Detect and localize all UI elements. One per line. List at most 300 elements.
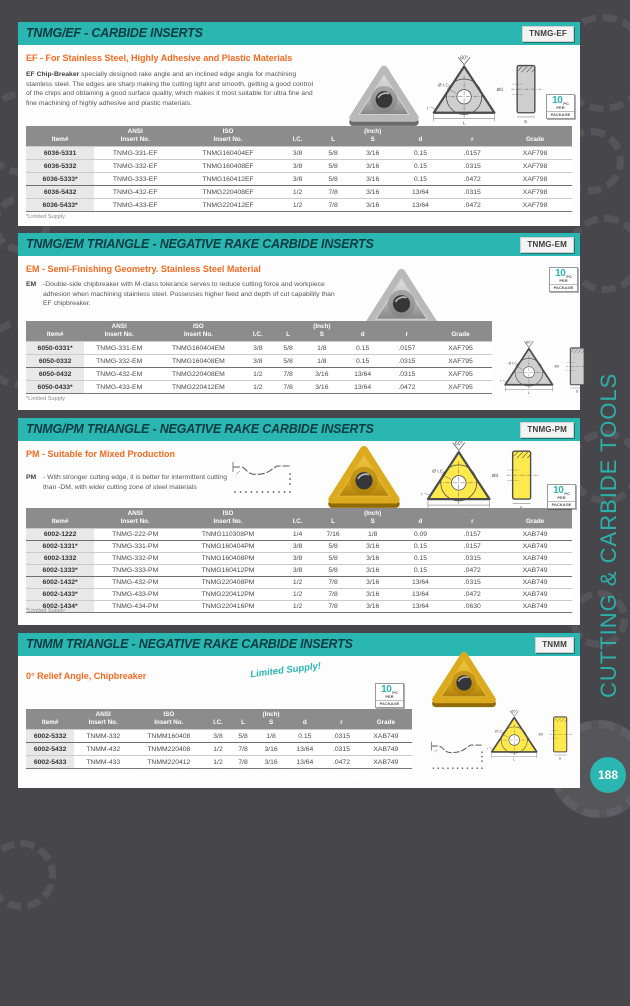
- table-cell: 13/64: [354, 370, 372, 378]
- table-cell: 0.15: [413, 162, 428, 170]
- insert-table: [26, 709, 412, 769]
- item-number: 6050-0433*: [26, 381, 84, 393]
- table-cell: 0.09: [413, 531, 428, 538]
- page-number-badge: 188: [590, 757, 626, 793]
- column-header: ISO Insert No.: [154, 711, 184, 727]
- column-header: ANSI Insert No.: [104, 323, 134, 339]
- svg-text:L: L: [462, 120, 466, 126]
- table-cell: .0315: [463, 188, 481, 196]
- item-number: 6036-5333*: [26, 173, 94, 185]
- table-cell: TNMG220408EM: [171, 370, 225, 378]
- table-cell: 3/16: [366, 188, 380, 196]
- pack-qty: 10: [552, 95, 563, 106]
- item-number: 6050-0332: [26, 355, 84, 367]
- column-header: ISO Insert No.: [213, 128, 243, 144]
- section-subtitle: EF - For Stainless Steel, Highly Adhesive and Plastic Materials: [26, 53, 293, 63]
- table-cell: TNMG-433-EM: [96, 383, 143, 391]
- table-row: [26, 172, 572, 185]
- table-row: [26, 185, 572, 198]
- table-cell: .0472: [463, 591, 481, 598]
- column-header: r: [471, 136, 474, 144]
- item-number: 6002-1432*: [26, 577, 94, 588]
- table-cell: 3/8: [292, 162, 303, 170]
- limited-supply-note: Limited Supply!: [249, 660, 322, 681]
- table-cell: TNMG-331-EF: [112, 149, 158, 157]
- item-number: 6036-5432: [26, 186, 94, 198]
- table-cell: TNMG220412EM: [171, 383, 225, 391]
- column-header: L: [331, 518, 336, 526]
- table-cell: 5/8: [328, 567, 338, 574]
- table-cell: XAF795: [448, 370, 473, 378]
- section-subtitle: 0° Relief Angle, Chipbreaker: [26, 671, 147, 681]
- table-cell: TNMM160408: [147, 732, 191, 740]
- background-gear-icon: [0, 840, 56, 910]
- series-badge: TNMG-EM: [520, 237, 574, 253]
- column-header: ANSI Insert No.: [120, 128, 150, 144]
- table-cell: 3/16: [264, 745, 278, 753]
- table-cell: 3/16: [264, 758, 278, 766]
- table-cell: TNMG-333-PM: [112, 567, 159, 574]
- column-header: ISO Insert No.: [213, 510, 243, 526]
- table-cell: 3/8: [292, 175, 303, 183]
- limited-supply-footnote: *Limited Supply: [26, 214, 65, 220]
- table-cell: 5/8: [328, 175, 338, 183]
- table-cell: 5/8: [328, 543, 338, 550]
- table-cell: TNMM-432: [86, 745, 121, 753]
- pack-package: PACKAGE: [550, 284, 577, 291]
- svg-text:60°: 60°: [511, 709, 518, 714]
- table-cell: 7/8: [328, 201, 338, 209]
- table-header: [26, 321, 492, 341]
- table-cell: TNMG-432-EM: [96, 370, 143, 378]
- table-cell: TNMG-432-PM: [112, 579, 159, 586]
- item-number: 6002-5432: [26, 743, 74, 755]
- pack-per: PER: [559, 278, 568, 283]
- table-cell: TNMG160408PM: [201, 555, 255, 562]
- table-cell: 5/8: [238, 732, 248, 740]
- table-cell: .0315: [398, 357, 416, 365]
- svg-text:Ø I.C.: Ø I.C.: [438, 82, 451, 88]
- table-row: [26, 367, 492, 380]
- svg-text:S: S: [558, 756, 562, 761]
- column-header: (Inch) S: [364, 510, 382, 526]
- table-cell: TNMG220412EF: [202, 201, 254, 209]
- sidebar-section-label: CUTTING & CARBIDE TOOLS: [596, 372, 621, 698]
- table-cell: XAF798: [522, 149, 548, 157]
- table-row: [26, 742, 412, 755]
- description-text: - With stronger cutting edge, it is better for intermittent cutting than -DM, with wider cutting zone of steel materials: [43, 474, 227, 491]
- pack-package: PACKAGE: [376, 700, 403, 707]
- pack-qty: 10: [381, 684, 392, 695]
- item-number: 6036-5433*: [26, 199, 94, 211]
- svg-text:Ød: Ød: [491, 472, 499, 478]
- table-cell: .0472: [463, 567, 481, 574]
- item-number: 6036-5331: [26, 147, 94, 159]
- column-header: Item#: [41, 719, 59, 727]
- table-cell: 3/8: [292, 567, 303, 574]
- table-cell: 7/8: [328, 579, 338, 586]
- pack-quantity-badge: [546, 94, 575, 119]
- table-cell: XAB749: [522, 579, 548, 586]
- column-header: (Inch) S: [364, 128, 382, 144]
- table-cell: 1/2: [292, 591, 303, 598]
- table-cell: XAF798: [522, 188, 548, 196]
- limited-supply-footnote: *Limited Supply: [26, 608, 65, 614]
- table-cell: TNMG-222-PM: [112, 531, 159, 538]
- table-cell: .0315: [332, 745, 350, 753]
- svg-text:Ø I.C.: Ø I.C.: [494, 729, 504, 734]
- svg-text:r: r: [427, 105, 429, 111]
- table-cell: 1/8: [317, 357, 327, 365]
- table-cell: 3/8: [253, 344, 263, 352]
- item-number: 6002-1222: [26, 529, 94, 540]
- table-cell: 0.15: [413, 543, 428, 550]
- column-header: L: [331, 136, 336, 144]
- table-cell: 1/2: [292, 188, 303, 196]
- section-title: TNMG/EM TRIANGLE - NEGATIVE RAKE CARBIDE INSERTS: [26, 237, 374, 251]
- column-header: d: [418, 136, 423, 144]
- table-cell: .0315: [332, 732, 350, 740]
- table-cell: TNMG160404EM: [171, 344, 225, 352]
- column-header: r: [405, 331, 409, 339]
- table-cell: 3/16: [366, 579, 380, 586]
- table-row: [26, 600, 572, 612]
- table-cell: TNMG220408EF: [202, 188, 254, 196]
- table-row: [26, 528, 572, 540]
- table-cell: TNMG220408PM: [201, 579, 255, 586]
- section-description: [26, 473, 233, 492]
- table-cell: .0630: [463, 603, 481, 610]
- column-header: ANSI Insert No.: [120, 510, 150, 526]
- table-cell: 3/16: [366, 591, 380, 598]
- column-header: r: [471, 518, 474, 526]
- column-header: d: [360, 331, 365, 339]
- table-cell: 7/8: [283, 383, 293, 391]
- insert-photo: [338, 56, 430, 128]
- table-cell: 1/4: [292, 531, 303, 538]
- table-cell: TNMG-331-EM: [96, 344, 143, 352]
- table-cell: XAB749: [373, 745, 399, 753]
- table-cell: 0.15: [413, 567, 428, 574]
- pack-per: PER: [557, 495, 566, 500]
- table-cell: TNMG-433-PM: [112, 591, 159, 598]
- table-cell: 3/8: [213, 732, 223, 740]
- section-subtitle: EM - Semi-Finishing Geometry. Stainless Steel Material: [26, 264, 261, 274]
- table-cell: 13/64: [296, 758, 314, 766]
- description-lead: PM: [26, 474, 37, 481]
- table-cell: XAF795: [448, 344, 473, 352]
- insert-table: [26, 321, 492, 394]
- section-tnmg-pm: [18, 418, 580, 625]
- table-cell: 3/16: [315, 370, 329, 378]
- table-cell: 0.15: [413, 149, 428, 157]
- table-cell: .0315: [463, 579, 481, 586]
- section-tnmg-ef: [18, 22, 580, 226]
- table-cell: XAF798: [522, 175, 548, 183]
- table-cell: .0472: [463, 201, 481, 209]
- table-cell: 5/8: [283, 357, 293, 365]
- section-title: TNMM TRIANGLE - NEGATIVE RAKE CARBIDE INSERTS: [26, 637, 353, 651]
- insert-table: [26, 126, 572, 212]
- table-cell: 1/2: [253, 370, 263, 378]
- table-cell: XAB749: [522, 543, 548, 550]
- table-cell: 5/8: [328, 149, 338, 157]
- svg-text:L: L: [513, 757, 516, 762]
- svg-text:Ød: Ød: [538, 732, 543, 737]
- table-header: [26, 508, 572, 528]
- table-cell: .0315: [398, 370, 416, 378]
- table-cell: 3/16: [366, 175, 380, 183]
- table-cell: 1/2: [292, 201, 303, 209]
- table-cell: 3/16: [366, 543, 380, 550]
- column-header: d: [418, 518, 423, 526]
- svg-text:Ød: Ød: [554, 364, 560, 369]
- table-cell: TNMG220412PM: [201, 591, 255, 598]
- column-header: (Inch) S: [262, 711, 280, 727]
- pack-unit: PC: [564, 491, 570, 496]
- table-row: [26, 576, 572, 588]
- column-header: ISO Insert No.: [183, 323, 213, 339]
- svg-text:60°: 60°: [525, 339, 532, 345]
- table-cell: .0157: [463, 149, 481, 157]
- footer-note: Carbide grades and insert classification shown on pages 167-170: [136, 773, 369, 782]
- pack-per: PER: [556, 105, 565, 110]
- svg-text:Ød: Ød: [496, 86, 503, 92]
- table-cell: TNMG220416PM: [201, 603, 255, 610]
- column-header: (Inch) S: [313, 323, 331, 339]
- item-number: 6002-1331*: [26, 541, 94, 552]
- table-cell: TNMM-332: [86, 732, 121, 740]
- description-text: -Double-side chipbreaker with M-class tolerance serves to reduce cutting force and workpiece adhesion when machining stainless steel. Possesses higher feed and depth of cut capability than EF chipbreaker.: [43, 281, 335, 308]
- column-header: Item#: [51, 136, 69, 144]
- column-header: ANSI Insert No.: [88, 711, 118, 727]
- table-cell: 5/8: [328, 555, 338, 562]
- table-cell: TNMG160412EF: [202, 175, 254, 183]
- svg-text:S: S: [575, 389, 579, 394]
- item-number: 6036-5332: [26, 160, 94, 172]
- table-cell: TNMG-333-EF: [112, 175, 158, 183]
- column-header: I.C.: [213, 719, 223, 727]
- table-header: [26, 126, 572, 146]
- table-cell: XAB749: [522, 567, 548, 574]
- table-cell: TNMG110308PM: [201, 531, 255, 538]
- table-row: [26, 588, 572, 600]
- section-tnmg-em: [18, 233, 580, 410]
- table-cell: XAF795: [448, 357, 473, 365]
- description-text: specially designed rake angle and an inclined edge angle for machining stainless steel. The edges are sharp making the cutting light and smooth, getting a good control of the chips and obtaining a good surface quality, which makes it most suitable for ultra fine and fine machining of highly adhesive and plastic materials.: [26, 71, 314, 107]
- table-cell: 1/8: [266, 732, 276, 740]
- insert-photo: [318, 436, 410, 510]
- insert-table: [26, 508, 572, 613]
- table-row: [26, 198, 572, 211]
- table-row: [26, 341, 492, 354]
- svg-text:r: r: [486, 746, 488, 751]
- table-cell: TNMG-331-PM: [112, 543, 159, 550]
- section-title: TNMG/PM TRIANGLE - NEGATIVE RAKE CARBIDE INSERTS: [26, 422, 374, 436]
- table-cell: 1/2: [292, 603, 303, 610]
- table-row: [26, 380, 492, 393]
- svg-text:r: r: [421, 491, 423, 497]
- insert-dimension-diagram: [416, 436, 546, 516]
- section-title: TNMG/EF - CARBIDE INSERTS: [26, 26, 203, 40]
- table-cell: 1/8: [317, 344, 327, 352]
- svg-text:Ø I.C.: Ø I.C.: [508, 361, 518, 366]
- table-cell: 0.15: [413, 555, 428, 562]
- table-cell: 3/8: [292, 555, 303, 562]
- item-number: 6002-5332: [26, 730, 74, 742]
- pack-unit: PC: [566, 274, 572, 279]
- svg-text:S: S: [524, 118, 528, 124]
- table-cell: 1/2: [292, 579, 303, 586]
- pack-qty: 10: [553, 485, 564, 496]
- pack-package: PACKAGE: [548, 501, 575, 508]
- table-cell: .0472: [398, 383, 416, 391]
- series-badge: TNMG-EF: [522, 26, 574, 42]
- column-header: Grade: [451, 331, 470, 339]
- column-header: r: [340, 719, 343, 727]
- section-subtitle: PM - Suitable for Mixed Production: [26, 449, 176, 459]
- item-number: 6002-1434*: [26, 601, 94, 612]
- table-cell: XAB749: [522, 555, 548, 562]
- item-number: 6050-0331*: [26, 342, 84, 354]
- table-cell: 3/16: [315, 383, 329, 391]
- column-header: Item#: [51, 518, 69, 526]
- table-cell: 0.15: [298, 732, 312, 740]
- table-cell: TNMG-332-EF: [112, 162, 158, 170]
- table-cell: 3/8: [292, 543, 303, 550]
- table-cell: XAF798: [522, 201, 548, 209]
- table-cell: 3/16: [366, 603, 380, 610]
- pack-package: PACKAGE: [547, 111, 574, 118]
- table-cell: 13/64: [411, 188, 429, 196]
- table-cell: XAB749: [522, 531, 548, 538]
- table-cell: XAB749: [522, 603, 548, 610]
- table-cell: 5/8: [283, 344, 293, 352]
- svg-text:60°: 60°: [460, 55, 468, 62]
- table-cell: 3/16: [366, 567, 380, 574]
- section-description: [26, 70, 318, 108]
- table-cell: XAB749: [373, 732, 399, 740]
- table-cell: XAF795: [448, 383, 473, 391]
- table-cell: 7/8: [328, 591, 338, 598]
- pack-unit: PC: [563, 101, 569, 106]
- table-cell: XAB749: [373, 758, 399, 766]
- svg-text:L: L: [527, 390, 530, 395]
- pack-unit: PC: [392, 690, 398, 695]
- table-header: [26, 709, 412, 729]
- table-cell: TNMG160404PM: [201, 543, 255, 550]
- section-description: [26, 280, 343, 309]
- table-cell: 3/8: [292, 149, 303, 157]
- table-cell: 13/64: [411, 591, 429, 598]
- svg-text:r: r: [499, 379, 502, 384]
- table-row: [26, 729, 412, 742]
- table-cell: 5/8: [328, 162, 338, 170]
- table-cell: 7/8: [328, 603, 338, 610]
- table-cell: 13/64: [411, 603, 429, 610]
- table-cell: TNMG-432-EF: [112, 188, 158, 196]
- table-row: [26, 552, 572, 564]
- column-header: L: [286, 331, 291, 339]
- chipbreaker-profile-sketch: [228, 450, 300, 502]
- table-row: [26, 755, 412, 768]
- description-lead: EM: [26, 281, 37, 288]
- table-cell: 0.15: [356, 357, 370, 365]
- table-cell: TNMM220408: [147, 745, 191, 753]
- table-cell: .0315: [463, 162, 481, 170]
- table-row: [26, 146, 572, 159]
- table-cell: .0157: [463, 531, 481, 538]
- insert-dimension-diagram: [496, 327, 596, 407]
- section-header-bar: [18, 22, 580, 45]
- pack-per: PER: [385, 694, 394, 699]
- table-cell: 1/8: [367, 531, 378, 538]
- pack-quantity-badge: [549, 267, 578, 292]
- table-cell: TNMM-433: [86, 758, 121, 766]
- pack-quantity-badge: [375, 683, 404, 708]
- table-cell: .0315: [463, 555, 481, 562]
- table-cell: 7/8: [328, 188, 338, 196]
- table-cell: 1/2: [253, 383, 263, 391]
- table-row: [26, 159, 572, 172]
- table-cell: 13/64: [411, 579, 429, 586]
- table-cell: 13/64: [296, 745, 314, 753]
- table-cell: TNMG-332-EM: [96, 357, 143, 365]
- item-number: 6002-1332: [26, 553, 94, 564]
- svg-text:Ø I.C.: Ø I.C.: [432, 468, 445, 474]
- table-cell: 13/64: [411, 201, 429, 209]
- table-cell: 7/16: [326, 531, 340, 538]
- table-cell: TNMG160408EF: [202, 162, 254, 170]
- table-cell: 1/2: [213, 758, 223, 766]
- insert-dimension-diagram: [483, 695, 578, 775]
- column-header: I.C.: [252, 331, 263, 339]
- table-cell: 13/64: [354, 383, 372, 391]
- series-badge: TNMG-PM: [520, 422, 574, 438]
- insert-dimension-diagram: [422, 50, 550, 130]
- table-cell: 7/8: [238, 745, 248, 753]
- pack-qty: 10: [555, 268, 566, 279]
- table-cell: XAF798: [522, 162, 548, 170]
- column-header: Grade: [376, 719, 395, 727]
- table-cell: XAB749: [522, 591, 548, 598]
- table-cell: 0.15: [356, 344, 370, 352]
- table-row: [26, 540, 572, 552]
- column-header: Item#: [46, 331, 64, 339]
- table-row: [26, 564, 572, 576]
- table-cell: TNMG-433-EF: [112, 201, 158, 209]
- item-number: 6002-1333*: [26, 565, 94, 576]
- table-cell: TNMG160404EF: [202, 149, 254, 157]
- table-cell: 3/16: [366, 149, 380, 157]
- table-cell: .0472: [332, 758, 350, 766]
- section-header-bar: [18, 233, 580, 256]
- table-cell: TNMG-434-PM: [112, 603, 159, 610]
- table-cell: TNMG-332-PM: [112, 555, 159, 562]
- table-cell: 3/16: [366, 162, 380, 170]
- table-cell: .0472: [463, 175, 481, 183]
- section-tnmm: [18, 633, 580, 788]
- table-cell: .0157: [463, 543, 481, 550]
- table-cell: 3/16: [366, 555, 380, 562]
- table-cell: TNMG160408EM: [171, 357, 225, 365]
- item-number: 6002-5433: [26, 756, 74, 768]
- series-badge: TNMM: [535, 637, 574, 653]
- pack-quantity-badge: [547, 484, 576, 509]
- table-cell: 1/2: [213, 745, 223, 753]
- svg-text:60°: 60°: [454, 441, 463, 448]
- table-row: [26, 354, 492, 367]
